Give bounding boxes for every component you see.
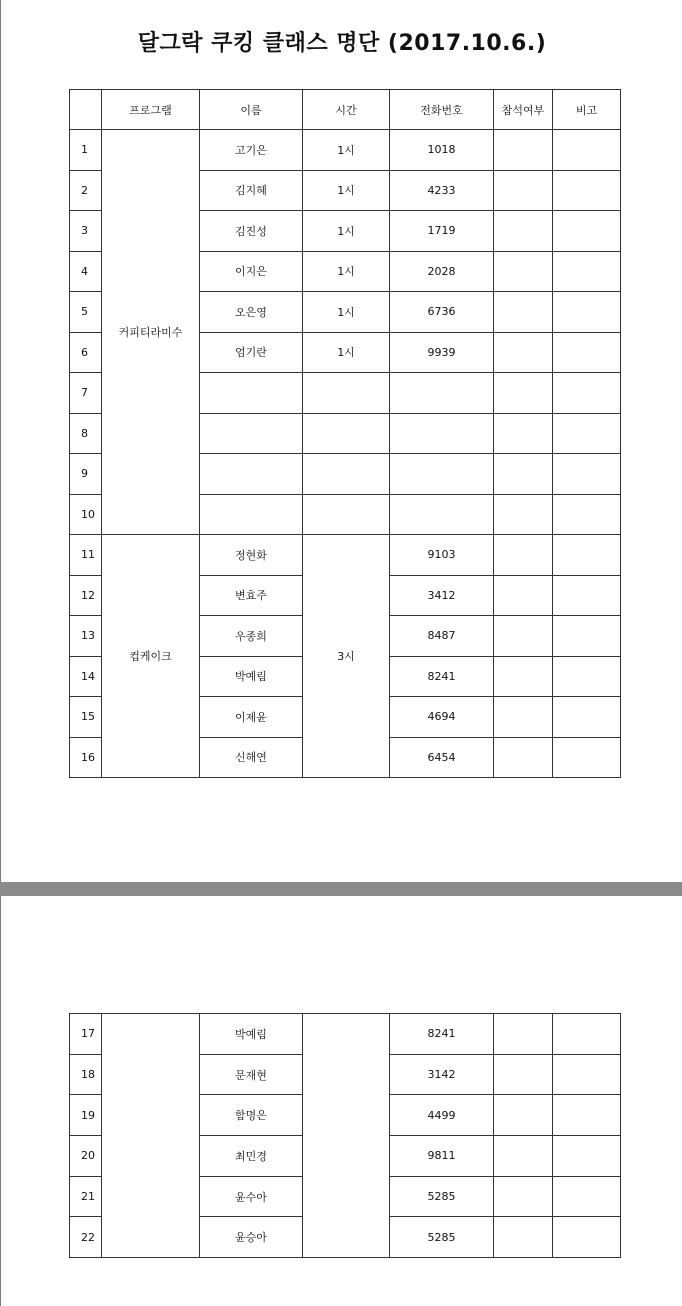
name-cell: 우종희 bbox=[200, 616, 303, 657]
attendance-cell[interactable] bbox=[494, 1176, 553, 1217]
attendance-cell[interactable] bbox=[494, 1136, 553, 1177]
note-cell[interactable] bbox=[553, 575, 621, 616]
attendance-cell[interactable] bbox=[494, 170, 553, 211]
row-number: 1 bbox=[70, 130, 102, 171]
roster-table bbox=[69, 89, 621, 778]
note-cell[interactable] bbox=[553, 292, 621, 333]
attendance-cell[interactable] bbox=[494, 535, 553, 576]
time-cell: 1시 bbox=[303, 332, 390, 373]
row-number: 8 bbox=[70, 413, 102, 454]
phone-cell: 4233 bbox=[390, 170, 494, 211]
note-cell[interactable] bbox=[553, 494, 621, 535]
note-cell[interactable] bbox=[553, 130, 621, 171]
table-row bbox=[70, 535, 621, 576]
row-number: 20 bbox=[70, 1136, 102, 1177]
row-number: 2 bbox=[70, 170, 102, 211]
name-cell: 변효주 bbox=[200, 575, 303, 616]
page-separator bbox=[0, 882, 682, 896]
header-phone: 전화번호 bbox=[390, 90, 494, 130]
attendance-cell[interactable] bbox=[494, 332, 553, 373]
phone-cell bbox=[390, 454, 494, 495]
attendance-cell[interactable] bbox=[494, 130, 553, 171]
row-number: 13 bbox=[70, 616, 102, 657]
name-cell: 이제윤 bbox=[200, 697, 303, 738]
phone-cell: 8241 bbox=[390, 1014, 494, 1055]
note-cell[interactable] bbox=[553, 170, 621, 211]
row-number: 18 bbox=[70, 1054, 102, 1095]
note-cell[interactable] bbox=[553, 1176, 621, 1217]
phone-cell: 5285 bbox=[390, 1217, 494, 1258]
header-time: 시간 bbox=[303, 90, 390, 130]
name-cell: 엄기란 bbox=[200, 332, 303, 373]
table-row bbox=[70, 1014, 621, 1055]
attendance-cell[interactable] bbox=[494, 373, 553, 414]
time-cell: 1시 bbox=[303, 211, 390, 252]
attendance-cell[interactable] bbox=[494, 1095, 553, 1136]
note-cell[interactable] bbox=[553, 1054, 621, 1095]
row-number: 9 bbox=[70, 454, 102, 495]
note-cell[interactable] bbox=[553, 454, 621, 495]
time-cell-cupcake: 3시 bbox=[303, 535, 390, 778]
note-cell[interactable] bbox=[553, 1136, 621, 1177]
note-cell[interactable] bbox=[553, 251, 621, 292]
name-cell: 고기은 bbox=[200, 130, 303, 171]
row-number: 12 bbox=[70, 575, 102, 616]
note-cell[interactable] bbox=[553, 1095, 621, 1136]
program-cell-tiramisu: 커피티라미수 bbox=[102, 130, 200, 535]
time-cell bbox=[303, 494, 390, 535]
note-cell[interactable] bbox=[553, 697, 621, 738]
header-attendance: 참석여부 bbox=[494, 90, 553, 130]
name-cell: 문재현 bbox=[200, 1054, 303, 1095]
program-cell-empty bbox=[102, 1014, 200, 1258]
row-number: 21 bbox=[70, 1176, 102, 1217]
attendance-cell[interactable] bbox=[494, 1217, 553, 1258]
attendance-cell[interactable] bbox=[494, 575, 553, 616]
time-cell: 1시 bbox=[303, 251, 390, 292]
row-number: 15 bbox=[70, 697, 102, 738]
row-number: 5 bbox=[70, 292, 102, 333]
note-cell[interactable] bbox=[553, 616, 621, 657]
header-note: 비고 bbox=[553, 90, 621, 130]
row-number: 22 bbox=[70, 1217, 102, 1258]
attendance-cell[interactable] bbox=[494, 251, 553, 292]
row-number: 16 bbox=[70, 737, 102, 778]
phone-cell: 4694 bbox=[390, 697, 494, 738]
attendance-cell[interactable] bbox=[494, 413, 553, 454]
attendance-cell[interactable] bbox=[494, 454, 553, 495]
time-cell-empty bbox=[303, 1014, 390, 1258]
note-cell[interactable] bbox=[553, 737, 621, 778]
row-number: 10 bbox=[70, 494, 102, 535]
name-cell: 최민경 bbox=[200, 1136, 303, 1177]
row-number: 3 bbox=[70, 211, 102, 252]
name-cell: 김지혜 bbox=[200, 170, 303, 211]
header-number bbox=[70, 90, 102, 130]
time-cell: 1시 bbox=[303, 292, 390, 333]
attendance-cell[interactable] bbox=[494, 656, 553, 697]
phone-cell: 9103 bbox=[390, 535, 494, 576]
attendance-cell[interactable] bbox=[494, 292, 553, 333]
name-cell bbox=[200, 413, 303, 454]
phone-cell: 6454 bbox=[390, 737, 494, 778]
time-cell bbox=[303, 454, 390, 495]
phone-cell bbox=[390, 373, 494, 414]
time-cell: 1시 bbox=[303, 170, 390, 211]
name-cell: 김진성 bbox=[200, 211, 303, 252]
header-name: 이름 bbox=[200, 90, 303, 130]
attendance-cell[interactable] bbox=[494, 616, 553, 657]
table-row bbox=[70, 130, 621, 171]
name-cell: 정현화 bbox=[200, 535, 303, 576]
time-cell bbox=[303, 373, 390, 414]
note-cell[interactable] bbox=[553, 656, 621, 697]
phone-cell: 4499 bbox=[390, 1095, 494, 1136]
phone-cell: 3412 bbox=[390, 575, 494, 616]
note-cell[interactable] bbox=[553, 332, 621, 373]
table-header-row bbox=[70, 90, 621, 130]
phone-cell: 8241 bbox=[390, 656, 494, 697]
phone-cell: 8487 bbox=[390, 616, 494, 657]
row-number: 14 bbox=[70, 656, 102, 697]
phone-cell: 3142 bbox=[390, 1054, 494, 1095]
name-cell: 함명은 bbox=[200, 1095, 303, 1136]
row-number: 19 bbox=[70, 1095, 102, 1136]
phone-cell: 2028 bbox=[390, 251, 494, 292]
document-title: 달그락 쿠킹 클래스 명단 (2017.10.6.) bbox=[137, 31, 547, 56]
time-cell bbox=[303, 413, 390, 454]
name-cell: 신해연 bbox=[200, 737, 303, 778]
row-number: 4 bbox=[70, 251, 102, 292]
attendance-cell[interactable] bbox=[494, 1014, 553, 1055]
name-cell: 윤승아 bbox=[200, 1217, 303, 1258]
row-number: 7 bbox=[70, 373, 102, 414]
phone-cell: 9811 bbox=[390, 1136, 494, 1177]
name-cell: 이지은 bbox=[200, 251, 303, 292]
phone-cell: 1719 bbox=[390, 211, 494, 252]
name-cell: 박예림 bbox=[200, 1014, 303, 1055]
phone-cell bbox=[390, 413, 494, 454]
phone-cell: 1018 bbox=[390, 130, 494, 171]
attendance-cell[interactable] bbox=[494, 494, 553, 535]
note-cell[interactable] bbox=[553, 373, 621, 414]
attendance-cell[interactable] bbox=[494, 1054, 553, 1095]
row-number: 17 bbox=[70, 1014, 102, 1055]
name-cell: 윤수아 bbox=[200, 1176, 303, 1217]
name-cell bbox=[200, 373, 303, 414]
time-cell: 1시 bbox=[303, 130, 390, 171]
attendance-cell[interactable] bbox=[494, 737, 553, 778]
attendance-cell[interactable] bbox=[494, 211, 553, 252]
row-number: 11 bbox=[70, 535, 102, 576]
note-cell[interactable] bbox=[553, 1014, 621, 1055]
roster-table-continued bbox=[69, 1013, 621, 1258]
row-number: 6 bbox=[70, 332, 102, 373]
document-page-2 bbox=[0, 896, 682, 1306]
name-cell: 오은영 bbox=[200, 292, 303, 333]
phone-cell: 5285 bbox=[390, 1176, 494, 1217]
header-program: 프로그램 bbox=[102, 90, 200, 130]
note-cell[interactable] bbox=[553, 413, 621, 454]
note-cell[interactable] bbox=[553, 211, 621, 252]
phone-cell bbox=[390, 494, 494, 535]
note-cell[interactable] bbox=[553, 535, 621, 576]
phone-cell: 6736 bbox=[390, 292, 494, 333]
note-cell[interactable] bbox=[553, 1217, 621, 1258]
name-cell bbox=[200, 454, 303, 495]
name-cell: 박예림 bbox=[200, 656, 303, 697]
attendance-cell[interactable] bbox=[494, 697, 553, 738]
name-cell bbox=[200, 494, 303, 535]
program-cell-cupcake: 컵케이크 bbox=[102, 535, 200, 778]
phone-cell: 9939 bbox=[390, 332, 494, 373]
